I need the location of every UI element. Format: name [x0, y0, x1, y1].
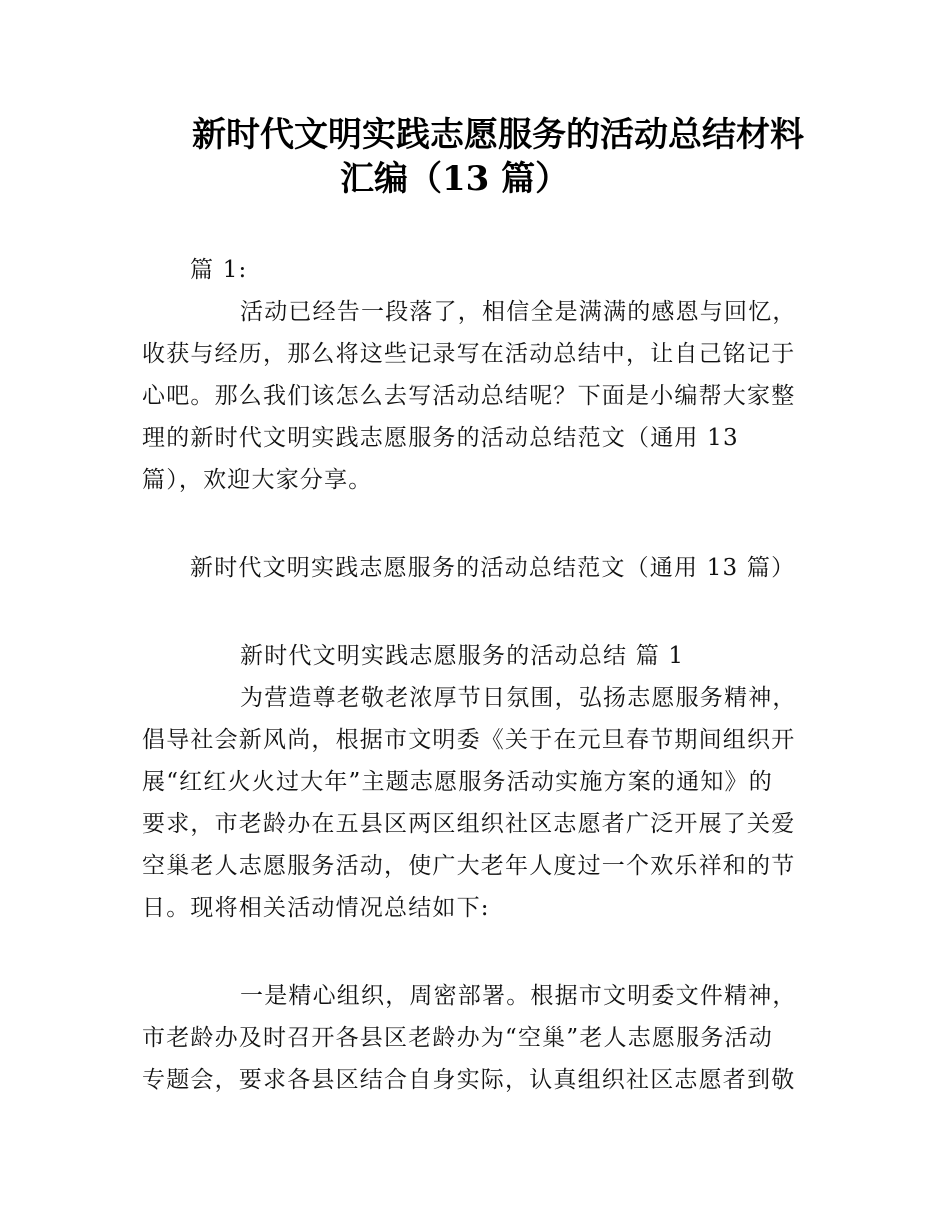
section-paragraph-line: 空巢老人志愿服务活动，使广大老年人度过一个欢乐祥和的节	[142, 853, 796, 879]
section-paragraph-line: 为营造尊老敬老浓厚节日氛围，弘扬志愿服务精神，	[240, 685, 797, 711]
point-one-line: 市老龄办及时召开各县区老龄办为“空巢”老人志愿服务活动	[142, 1025, 773, 1051]
section-heading: 新时代文明实践志愿服务的活动总结 篇 1	[240, 643, 685, 669]
collection-title: 新时代文明实践志愿服务的活动总结范文（通用 13 篇）	[190, 555, 796, 581]
document-title-line-2: 汇编（13 篇）	[340, 159, 570, 199]
intro-line: 活动已经告一段落了，相信全是满满的感恩与回忆，	[240, 299, 797, 325]
point-one-line: 专题会，要求各县区结合自身实际，认真组织社区志愿者到敬	[142, 1067, 796, 1093]
chapter-label: 篇 1:	[190, 257, 248, 283]
section-paragraph-line: 倡导社会新风尚，根据市文明委《关于在元旦春节期间组织开	[142, 727, 796, 753]
point-one-line: 一是精心组织，周密部署。根据市文明委文件精神，	[240, 983, 797, 1009]
intro-line: 理的新时代文明实践志愿服务的活动总结范文（通用 13	[142, 425, 739, 451]
intro-line: 篇），欢迎大家分享。	[142, 467, 373, 493]
document-title-line-1: 新时代文明实践志愿服务的活动总结材料	[192, 115, 804, 155]
section-paragraph-line: 展“红红火火过大年”主题志愿服务活动实施方案的通知》的	[142, 769, 773, 795]
intro-line: 收获与经历，那么将这些记录写在活动总结中，让自己铭记于	[142, 341, 796, 367]
intro-line: 心吧。那么我们该怎么去写活动总结呢？下面是小编帮大家整	[142, 383, 796, 409]
section-paragraph-line: 日。现将相关活动情况总结如下:	[142, 895, 490, 921]
section-paragraph-line: 要求，市老龄办在五县区两区组织社区志愿者广泛开展了关爱	[142, 811, 796, 837]
